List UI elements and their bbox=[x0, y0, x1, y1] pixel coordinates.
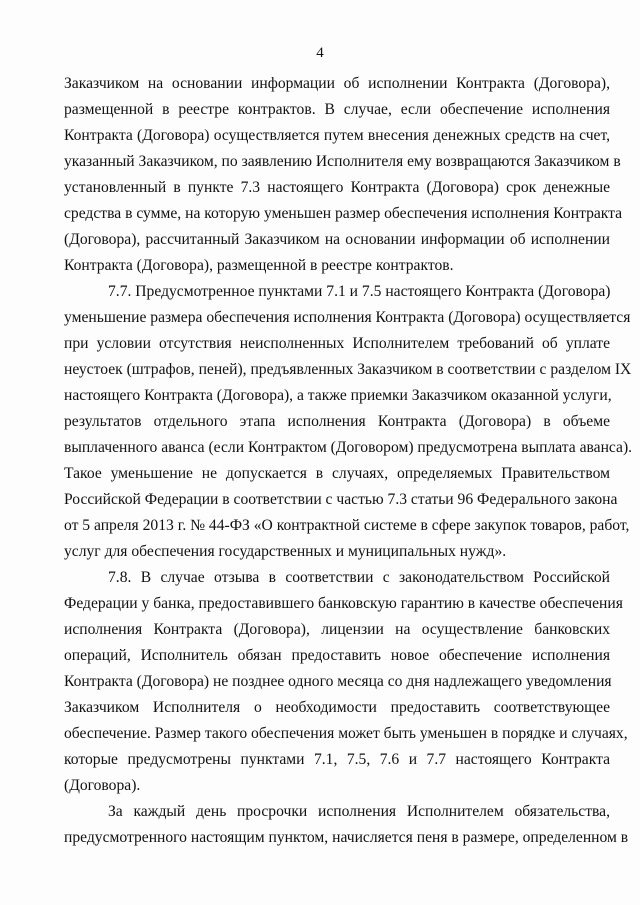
text-line: Такое уменьшение не допускается в случаях, определяемых Правительством bbox=[64, 465, 610, 482]
text-line: размещенной в реестре контрактов. В случае, если обеспечение исполнения bbox=[64, 101, 610, 118]
text-line: предусмотренного настоящим пунктом, начисляется пеня в размере, определенном в bbox=[64, 829, 629, 846]
text-line: при условии отсутствия неисполненных Исполнителем требований об уплате bbox=[64, 335, 610, 352]
text-line: уменьшение размера обеспечения исполнения Контракта (Договора) осуществляется bbox=[64, 309, 631, 326]
text-line: 7.8. В случае отзыва в соответствии с законодательством Российской bbox=[108, 569, 610, 586]
paragraph bbox=[64, 279, 633, 565]
text-line: 7.7. Предусмотренное пунктами 7.1 и 7.5 настоящего Контракта (Договора) bbox=[108, 283, 611, 300]
text-line: Российской Федерации в соответствии с частью 7.3 статьи 96 Федерального закона bbox=[64, 491, 618, 508]
text-line: Контракта (Договора) осуществляется путем внесения денежных средств на счет, bbox=[64, 127, 610, 144]
text-line: установленный в пункте 7.3 настоящего Контракта (Договора) срок денежные bbox=[64, 179, 610, 196]
text-line: Заказчиком Исполнителя о необходимости предоставить соответствующее bbox=[64, 699, 610, 716]
text-line: (Договора). bbox=[64, 777, 141, 794]
text-line: За каждый день просрочки исполнения Исполнителем обязательства, bbox=[108, 803, 610, 820]
paragraph bbox=[64, 71, 623, 279]
text-line: неустоек (штрафов, пеней), предъявленных Заказчиком в соответствии с разделом IX bbox=[64, 361, 632, 378]
text-line: Контракта (Договора), размещенной в реестре контрактов. bbox=[64, 257, 454, 274]
text-line: Заказчиком на основании информации об исполнении Контракта (Договора), bbox=[64, 75, 610, 92]
text-line: результатов отдельного этапа исполнения Контракта (Договора) в объеме bbox=[64, 413, 610, 430]
document-body bbox=[64, 71, 633, 851]
text-line: настоящего Контракта (Договора), а также приемки Заказчиком оказанной услуги, bbox=[64, 387, 612, 404]
text-line: обеспечение. Размер такого обеспечения может быть уменьшен в порядке и случаях, bbox=[64, 725, 628, 742]
text-line: Федерации у банка, предоставившего банковскую гарантию в качестве обеспечения bbox=[64, 595, 623, 612]
text-line: которые предусмотрены пунктами 7.1, 7.5, 7.6 и 7.7 настоящего Контракта bbox=[64, 751, 610, 768]
text-line: (Договора), рассчитанный Заказчиком на основании информации об исполнении bbox=[64, 231, 610, 248]
paragraph bbox=[64, 799, 629, 851]
text-line: средства в сумме, на которую уменьшен размер обеспечения исполнения Контракта bbox=[64, 205, 623, 222]
page-number: 4 bbox=[316, 45, 324, 61]
text-line: услуг для обеспечения государственных и муниципальных нужд». bbox=[64, 543, 507, 560]
text-line: от 5 апреля 2013 г. № 44-ФЗ «О контрактной системе в сфере закупок товаров, работ, bbox=[64, 517, 630, 534]
text-line: выплаченного аванса (если Контрактом (Договором) предусмотрена выплата аванса). bbox=[64, 439, 633, 456]
text-line: указанный Заказчиком, по заявлению Исполнителя ему возвращаются Заказчиком в bbox=[64, 153, 621, 170]
text-line: операций, Исполнитель обязан предоставить новое обеспечение исполнения bbox=[64, 647, 610, 664]
paragraph bbox=[64, 565, 628, 799]
text-line: исполнения Контракта (Договора), лицензии на осуществление банковских bbox=[64, 621, 610, 638]
text-line: Контракта (Договора) не позднее одного месяца со дня надлежащего уведомления bbox=[64, 673, 612, 690]
